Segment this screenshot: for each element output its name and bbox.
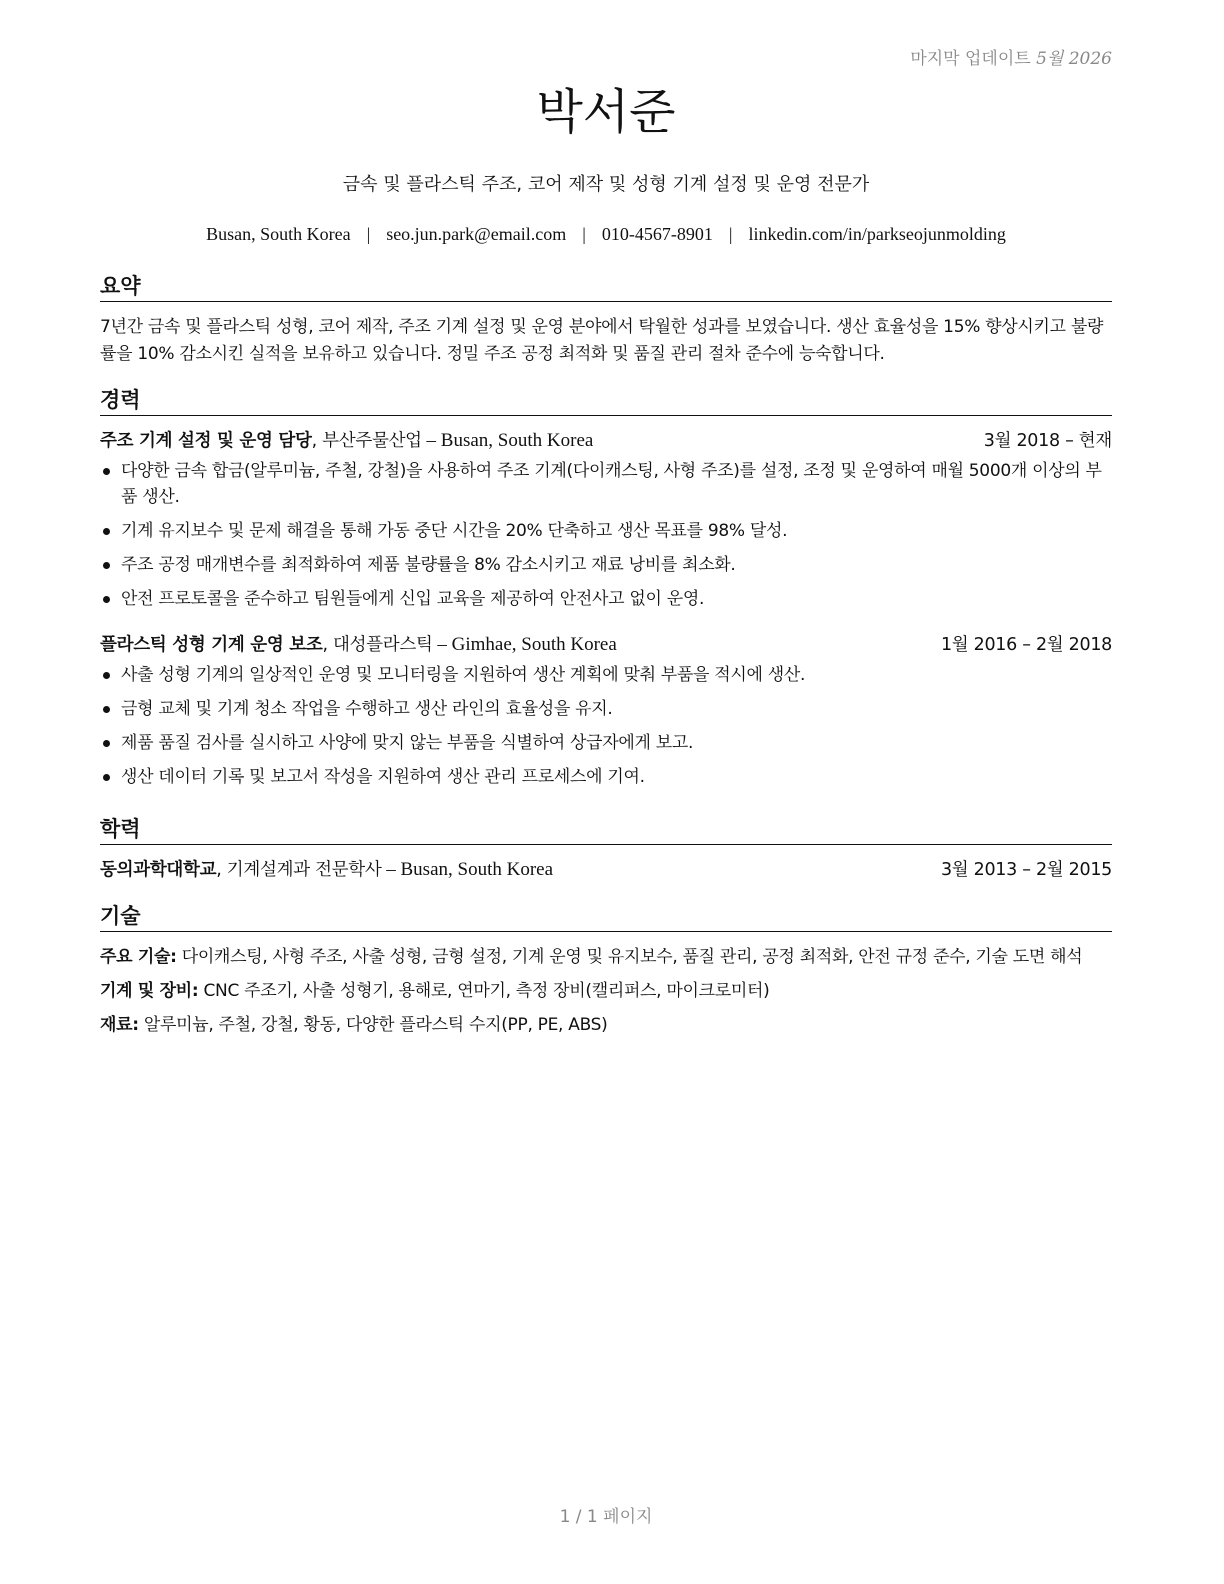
job-role: 플라스틱 성형 기계 운영 보조	[100, 635, 323, 656]
skill-label: 기계 및 장비:	[100, 981, 199, 1002]
skill-value: 다이캐스팅, 사형 주조, 사출 성형, 금형 설정, 기계 운영 및 유지보수, 품질 관리, 공정 최적화, 안전 규정 준수, 기술 도면 해석	[181, 947, 1083, 968]
contact-location: Busan, South Korea	[206, 224, 351, 244]
job-location: Busan, South Korea	[440, 430, 594, 452]
skill-line	[100, 944, 1112, 970]
job-bullet: 사출 성형 기계의 일상적인 운영 및 모니터링을 지원하여 생산 계획에 맞춰 부품을 적시에 생산.	[100, 662, 1112, 688]
contact-separator: |	[582, 224, 586, 244]
job-bullet: 금형 교체 및 기계 청소 작업을 수행하고 생산 라인의 효율성을 유지.	[100, 696, 1112, 722]
skills-title: 기술	[100, 904, 1112, 932]
education-degree: 기계설계과 전문학사	[226, 860, 382, 881]
job-bullet: 안전 프로토콜을 준수하고 팀원들에게 신입 교육을 제공하여 안전사고 없이 운영.	[100, 586, 1112, 612]
education-entry: 동의과학대학교, 기계설계과 전문학사 – Busan, South Korea 3월 2013 – 2월 2015	[100, 857, 1112, 883]
job-bullet: 다양한 금속 합금(알루미늄, 주철, 강철)을 사용하여 주조 기계(다이캐스팅, 사형 주조)를 설정, 조정 및 운영하여 매월 5000개 이상의 부품 생산.	[100, 458, 1112, 510]
last-updated-label: 마지막 업데이트	[910, 49, 1031, 69]
job-dates: 3월 2018 – 현재	[983, 431, 1112, 452]
skill-value: 알루미늄, 주철, 강철, 황동, 다양한 플라스틱 수지(PP, PE, ABS)	[143, 1015, 608, 1036]
last-updated	[910, 44, 1112, 69]
summary-text: 7년간 금속 및 플라스틱 성형, 코어 제작, 주조 기계 설정 및 운영 분야에서 탁월한 성과를 보였습니다. 생산 효율성을 15% 향상시키고 불량률을 10% 감소시킨 실적을 보유하고 있습니다. 정밀 주조 공정 최적화 및 품질 관리 절차 준수에 능숙합니다.	[100, 317, 1104, 365]
education-section	[100, 817, 1112, 883]
job-bullets	[100, 458, 1112, 612]
job-role: 주조 기계 설정 및 운영 담당	[100, 431, 312, 452]
summary-title: 요약	[100, 274, 1112, 302]
job-bullet: 생산 데이터 기록 및 보고서 작성을 지원하여 생산 관리 프로세스에 기여.	[100, 764, 1112, 790]
education-location: Busan, South Korea	[400, 859, 554, 881]
contact-separator: |	[728, 224, 733, 244]
education-dates: 3월 2013 – 2월 2015	[940, 860, 1112, 881]
last-updated-year: 2026	[1068, 49, 1112, 69]
skill-line	[100, 1012, 1112, 1038]
page-footer	[100, 1502, 1112, 1527]
job-header: 플라스틱 성형 기계 운영 보조, 대성플라스틱 – Gimhae, South Korea 1월 2016 – 2월 2018	[100, 632, 1112, 658]
job-header: 주조 기계 설정 및 운영 담당, 부산주물산업 – Busan, South Korea 3월 2018 – 현재	[100, 428, 1112, 454]
job-entry	[100, 632, 1112, 790]
summary-section	[100, 274, 1112, 368]
skill-label: 재료:	[100, 1015, 139, 1036]
education-title: 학력	[100, 817, 1112, 845]
job-company: 대성플라스틱	[332, 635, 433, 656]
skill-line	[100, 978, 1112, 1004]
job-dates: 1월 2016 – 2월 2018	[940, 635, 1112, 656]
job-entry	[100, 428, 1112, 612]
skills-section	[100, 904, 1112, 1046]
job-bullets	[100, 662, 1112, 790]
candidate-name: 박서준	[536, 84, 676, 140]
contact-line	[100, 224, 1112, 245]
job-bullet: 제품 품질 검사를 실시하고 사양에 맞지 않는 부품을 식별하여 상급자에게 보고.	[100, 730, 1112, 756]
headline: 금속 및 플라스틱 주조, 코어 제작 및 성형 기계 설정 및 운영 전문가	[342, 174, 870, 195]
skill-label: 주요 기술:	[100, 947, 177, 968]
experience-title: 경력	[100, 388, 1112, 416]
job-bullet: 기계 유지보수 및 문제 해결을 통해 가동 중단 시간을 20% 단축하고 생산 목표를 98% 달성.	[100, 518, 1112, 544]
contact-email[interactable]: seo.jun.park@email.com	[386, 224, 567, 244]
skill-value: CNC 주조기, 사출 성형기, 용해로, 연마기, 측정 장비(캘리퍼스, 마이크로미터)	[203, 981, 770, 1002]
page-number: 1 / 1	[559, 1507, 598, 1527]
contact-phone: 010-4567-8901	[601, 224, 713, 244]
contact-separator: |	[366, 224, 371, 244]
job-company: 부산주물산업	[322, 431, 422, 452]
job-bullet: 주조 공정 매개변수를 최적화하여 제품 불량률을 8% 감소시키고 재료 낭비를 최소화.	[100, 552, 1112, 578]
last-updated-month: 5월	[1036, 49, 1064, 69]
education-school: 동의과학대학교	[100, 860, 217, 881]
page-label: 페이지	[603, 1507, 653, 1527]
contact-linkedin[interactable]: linkedin.com/in/parkseojunmolding	[748, 224, 1006, 244]
experience-section	[100, 388, 1112, 798]
job-location: Gimhae, South Korea	[451, 634, 617, 656]
